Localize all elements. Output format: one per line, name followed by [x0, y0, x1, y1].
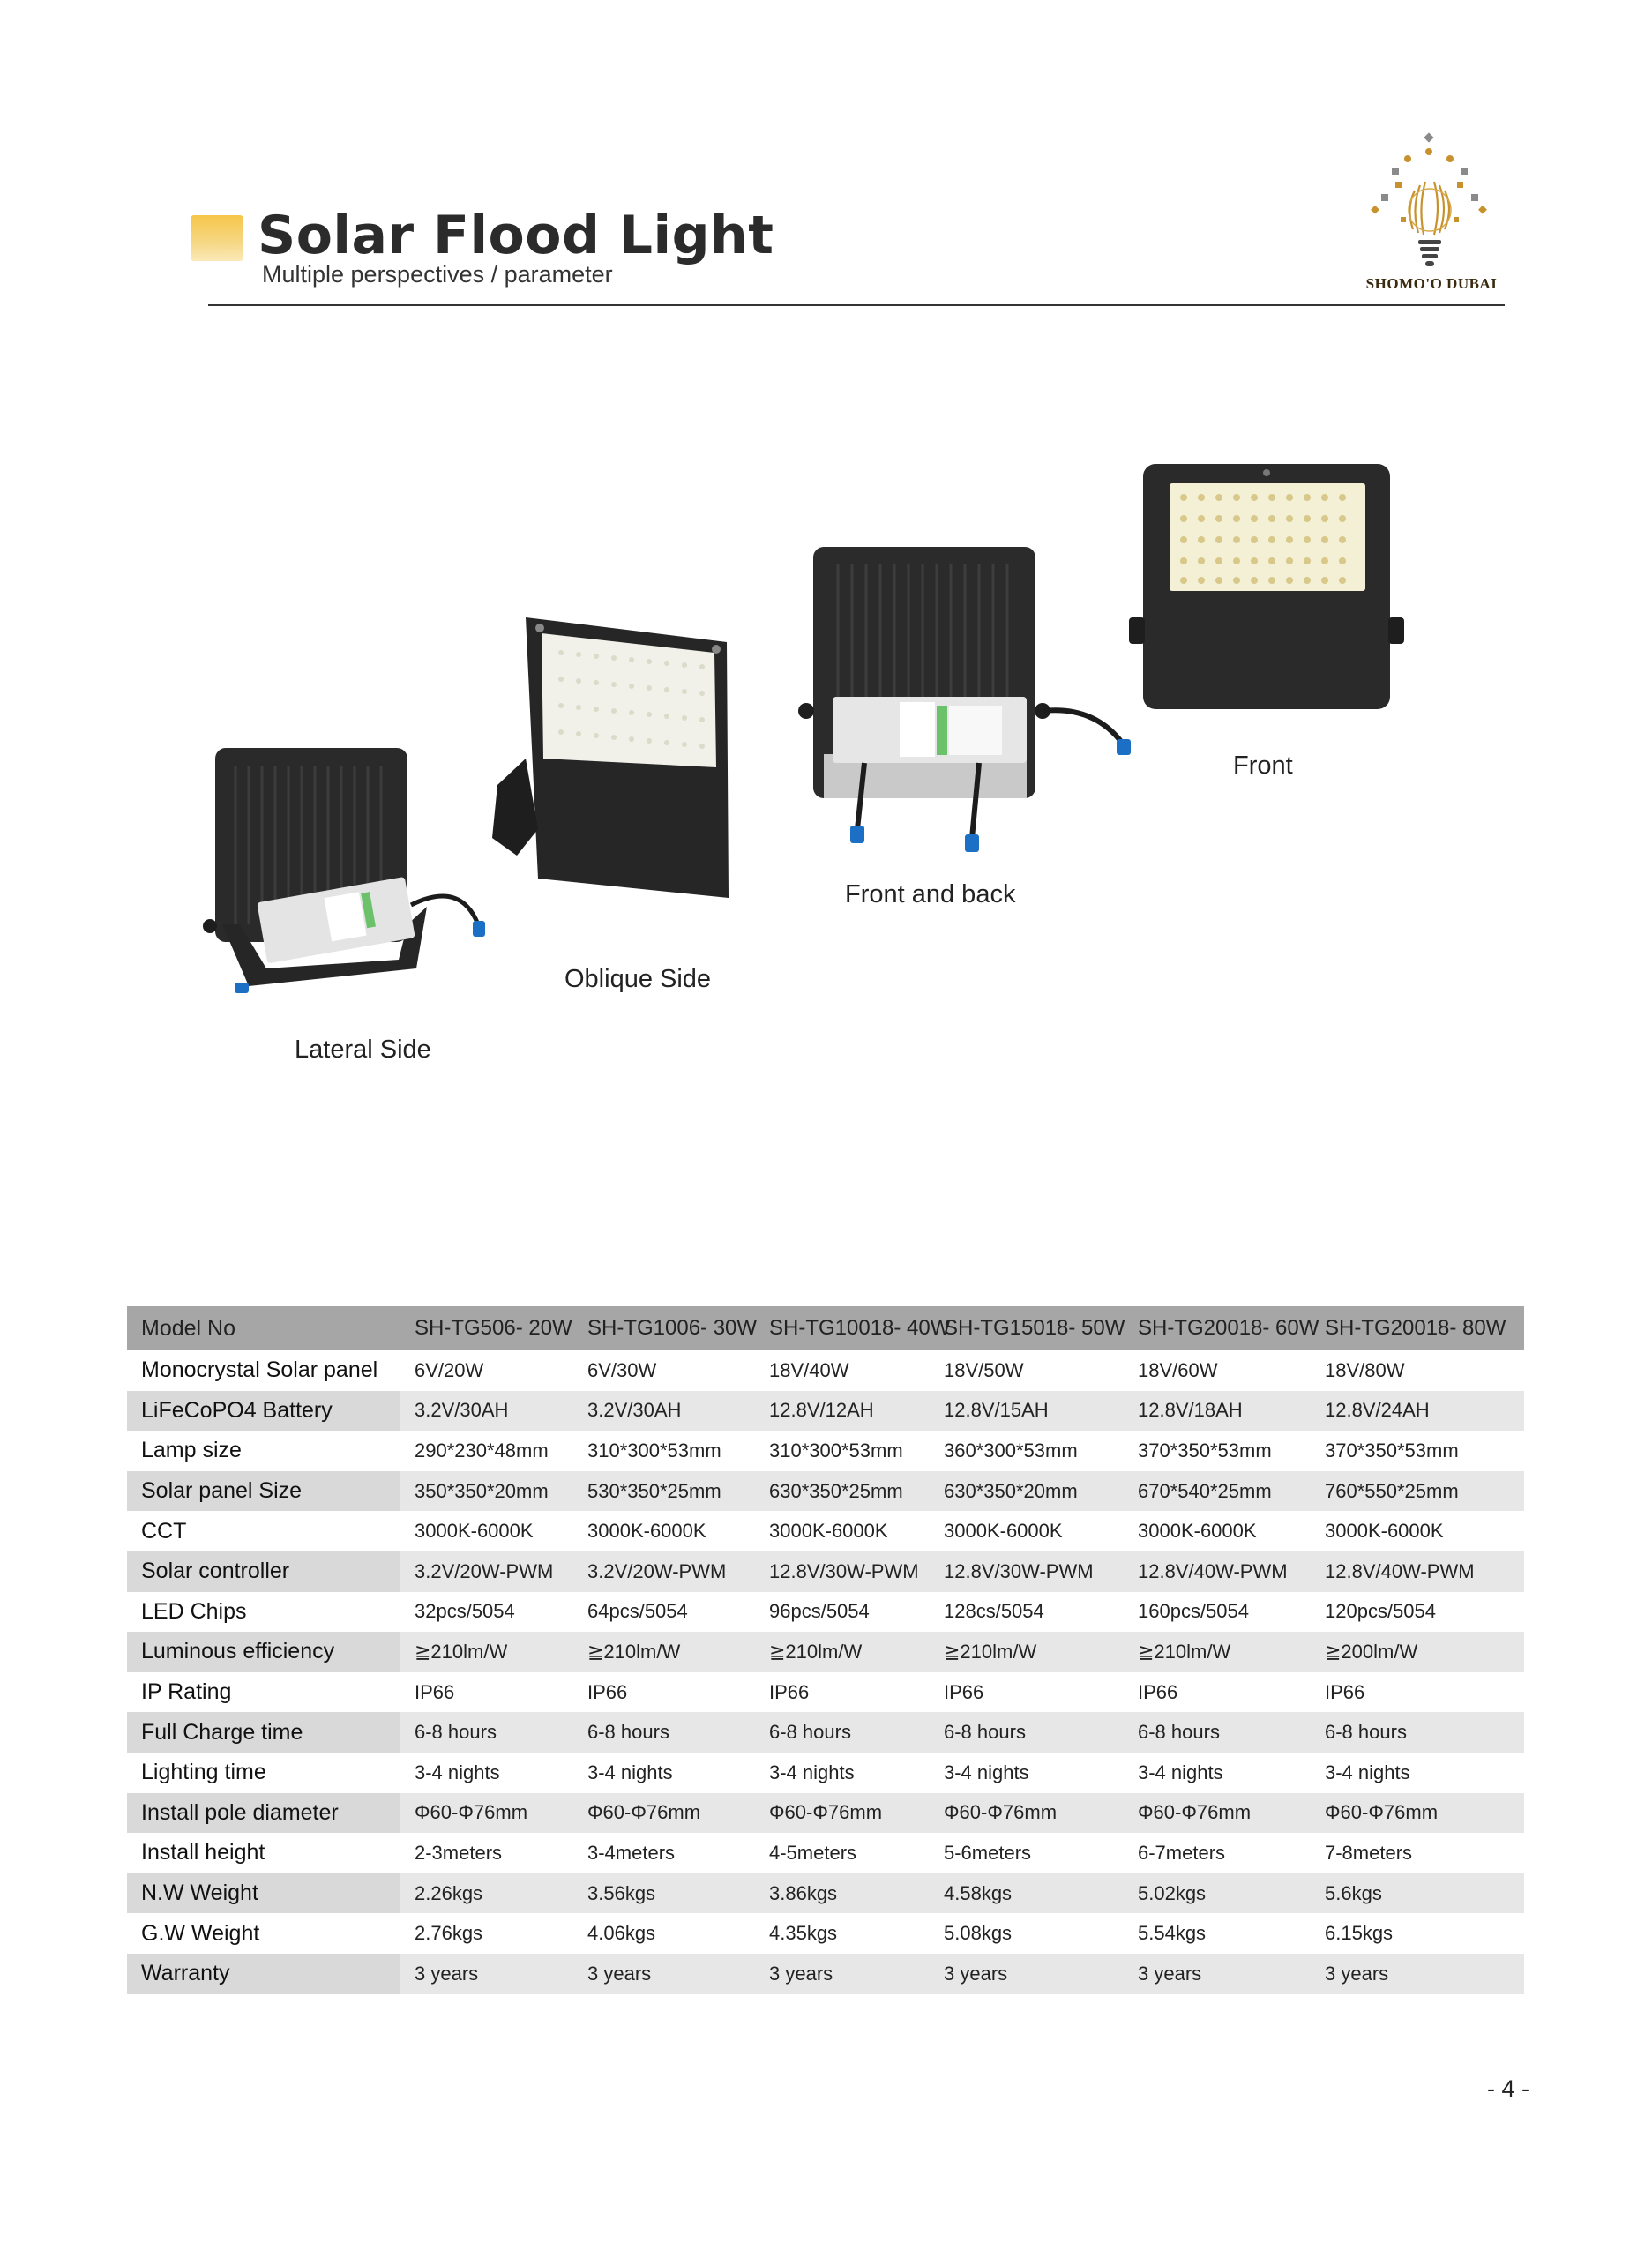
- table-cell: 3.86kgs: [755, 1873, 930, 1914]
- table-cell: 12.8V/24AH: [1311, 1391, 1524, 1432]
- table-cell: 5.6kgs: [1311, 1873, 1524, 1914]
- table-cell: 12.8V/15AH: [930, 1391, 1124, 1432]
- table-cell: 2.76kgs: [400, 1913, 573, 1954]
- table-cell: 3-4 nights: [1124, 1753, 1311, 1793]
- table-cell: 12.8V/40W-PWM: [1124, 1551, 1311, 1592]
- table-cell: Φ60-Φ76mm: [930, 1793, 1124, 1834]
- lateral-side-image: [196, 748, 496, 1004]
- row-label: Lamp size: [127, 1431, 400, 1471]
- table-cell: 12.8V/18AH: [1124, 1391, 1311, 1432]
- row-label: N.W Weight: [127, 1873, 400, 1914]
- table-cell: Φ60-Φ76mm: [755, 1793, 930, 1834]
- row-label: Full Charge time: [127, 1712, 400, 1753]
- model-header: SH-TG1006- 30W: [573, 1306, 755, 1350]
- table-cell: 6-8 hours: [1124, 1712, 1311, 1753]
- table-row: [127, 1431, 1524, 1471]
- model-header: SH-TG15018- 50W: [930, 1306, 1124, 1350]
- table-cell: 6-8 hours: [755, 1712, 930, 1753]
- table-cell: IP66: [573, 1672, 755, 1713]
- table-cell: 5-6meters: [930, 1833, 1124, 1873]
- table-cell: 6-8 hours: [930, 1712, 1124, 1753]
- table-cell: 3 years: [1311, 1954, 1524, 1994]
- table-cell: 4.35kgs: [755, 1913, 930, 1954]
- table-cell: 3.2V/30AH: [573, 1391, 755, 1432]
- front-caption: Front: [1233, 751, 1293, 780]
- company-logo-text: SHOMO'O DUBAI: [1365, 275, 1498, 292]
- row-label: LiFeCoPO4 Battery: [127, 1391, 400, 1432]
- table-cell: 760*550*25mm: [1311, 1471, 1524, 1512]
- row-label: Install pole diameter: [127, 1793, 400, 1834]
- table-cell: 5.08kgs: [930, 1913, 1124, 1954]
- row-label: Monocrystal Solar panel: [127, 1350, 400, 1391]
- table-cell: IP66: [400, 1672, 573, 1713]
- table-row: [127, 1672, 1524, 1713]
- row-label: G.W Weight: [127, 1913, 400, 1954]
- table-cell: ≧210lm/W: [1124, 1632, 1311, 1672]
- table-row: [127, 1753, 1524, 1793]
- table-row: [127, 1833, 1524, 1873]
- table-cell: 3000K-6000K: [1124, 1511, 1311, 1551]
- table-cell: 3 years: [573, 1954, 755, 1994]
- table-cell: 310*300*53mm: [755, 1431, 930, 1471]
- page-subtitle: Multiple perspectives / parameter: [262, 261, 613, 288]
- table-row: [127, 1391, 1524, 1432]
- table-cell: 3000K-6000K: [573, 1511, 755, 1551]
- front-and-back-image: [794, 547, 1147, 864]
- table-cell: 3000K-6000K: [1311, 1511, 1524, 1551]
- table-cell: 128cs/5054: [930, 1592, 1124, 1633]
- row-label: Solar panel Size: [127, 1471, 400, 1512]
- table-cell: 3-4 nights: [930, 1753, 1124, 1793]
- table-cell: Φ60-Φ76mm: [573, 1793, 755, 1834]
- lateral-side-caption: Lateral Side: [295, 1036, 431, 1064]
- table-cell: 360*300*53mm: [930, 1431, 1124, 1471]
- table-cell: 630*350*20mm: [930, 1471, 1124, 1512]
- table-cell: ≧210lm/W: [755, 1632, 930, 1672]
- table-cell: 2-3meters: [400, 1833, 573, 1873]
- table-cell: 6.15kgs: [1311, 1913, 1524, 1954]
- table-cell: 6-7meters: [1124, 1833, 1311, 1873]
- table-cell: 12.8V/30W-PWM: [930, 1551, 1124, 1592]
- table-cell: 4.06kgs: [573, 1913, 755, 1954]
- table-cell: IP66: [1311, 1672, 1524, 1713]
- table-cell: 290*230*48mm: [400, 1431, 573, 1471]
- table-row: [127, 1712, 1524, 1753]
- table-row: [127, 1913, 1524, 1954]
- table-cell: 6-8 hours: [1311, 1712, 1524, 1753]
- table-cell: 4.58kgs: [930, 1873, 1124, 1914]
- table-cell: 3 years: [400, 1954, 573, 1994]
- table-cell: 3000K-6000K: [930, 1511, 1124, 1551]
- table-cell: 120pcs/5054: [1311, 1592, 1524, 1633]
- table-cell: 32pcs/5054: [400, 1592, 573, 1633]
- table-cell: IP66: [755, 1672, 930, 1713]
- table-cell: 3000K-6000K: [755, 1511, 930, 1551]
- table-cell: 18V/60W: [1124, 1350, 1311, 1391]
- table-cell: ≧210lm/W: [573, 1632, 755, 1672]
- table-cell: 12.8V/30W-PWM: [755, 1551, 930, 1592]
- table-cell: 18V/80W: [1311, 1350, 1524, 1391]
- table-cell: 160pcs/5054: [1124, 1592, 1311, 1633]
- row-label: CCT: [127, 1511, 400, 1551]
- table-cell: 3.56kgs: [573, 1873, 755, 1914]
- table-cell: 530*350*25mm: [573, 1471, 755, 1512]
- table-cell: ≧200lm/W: [1311, 1632, 1524, 1672]
- table-cell: 6V/20W: [400, 1350, 573, 1391]
- table-cell: ≧210lm/W: [400, 1632, 573, 1672]
- table-cell: 3-4meters: [573, 1833, 755, 1873]
- table-cell: 96pcs/5054: [755, 1592, 930, 1633]
- table-row: [127, 1793, 1524, 1834]
- model-header: SH-TG20018- 80W: [1311, 1306, 1524, 1350]
- table-cell: 3.2V/20W-PWM: [573, 1551, 755, 1592]
- table-row: [127, 1471, 1524, 1512]
- table-cell: 3000K-6000K: [400, 1511, 573, 1551]
- table-cell: 370*350*53mm: [1311, 1431, 1524, 1471]
- table-row: [127, 1551, 1524, 1592]
- row-label: LED Chips: [127, 1592, 400, 1633]
- table-cell: 3-4 nights: [1311, 1753, 1524, 1793]
- table-cell: 3 years: [1124, 1954, 1311, 1994]
- table-cell: 6V/30W: [573, 1350, 755, 1391]
- model-header: SH-TG20018- 60W: [1124, 1306, 1311, 1350]
- row-label: IP Rating: [127, 1672, 400, 1713]
- table-cell: 310*300*53mm: [573, 1431, 755, 1471]
- table-cell: IP66: [1124, 1672, 1311, 1713]
- spec-table-header-row: [127, 1306, 1524, 1350]
- table-cell: 630*350*25mm: [755, 1471, 930, 1512]
- table-cell: 18V/40W: [755, 1350, 930, 1391]
- row-label: Lighting time: [127, 1753, 400, 1793]
- row-label: Warranty: [127, 1954, 400, 1994]
- table-cell: 3 years: [755, 1954, 930, 1994]
- table-cell: 6-8 hours: [400, 1712, 573, 1753]
- table-cell: 3.2V/20W-PWM: [400, 1551, 573, 1592]
- row-label: Install height: [127, 1833, 400, 1873]
- table-cell: 3-4 nights: [755, 1753, 930, 1793]
- table-cell: 6-8 hours: [573, 1712, 755, 1753]
- table-row: [127, 1873, 1524, 1914]
- table-cell: 350*350*20mm: [400, 1471, 573, 1512]
- table-cell: 12.8V/40W-PWM: [1311, 1551, 1524, 1592]
- table-row: [127, 1592, 1524, 1633]
- table-cell: 2.26kgs: [400, 1873, 573, 1914]
- table-cell: 7-8meters: [1311, 1833, 1524, 1873]
- table-cell: ≧210lm/W: [930, 1632, 1124, 1672]
- table-cell: Φ60-Φ76mm: [400, 1793, 573, 1834]
- page-number: - 4 -: [1487, 2075, 1530, 2102]
- model-no-header: Model No: [127, 1306, 400, 1350]
- front-and-back-caption: Front and back: [845, 880, 1016, 908]
- table-cell: Φ60-Φ76mm: [1311, 1793, 1524, 1834]
- table-cell: 4-5meters: [755, 1833, 930, 1873]
- row-label: Solar controller: [127, 1551, 400, 1592]
- front-image: [1120, 460, 1411, 716]
- table-cell: 670*540*25mm: [1124, 1471, 1311, 1512]
- table-row: [127, 1350, 1524, 1391]
- table-cell: IP66: [930, 1672, 1124, 1713]
- oblique-side-image: [490, 617, 737, 900]
- model-header: SH-TG506- 20W: [400, 1306, 573, 1350]
- header-divider: [208, 304, 1505, 306]
- table-cell: 3-4 nights: [400, 1753, 573, 1793]
- table-cell: 5.54kgs: [1124, 1913, 1311, 1954]
- oblique-side-caption: Oblique Side: [564, 965, 712, 993]
- table-cell: 3.2V/30AH: [400, 1391, 573, 1432]
- model-header: SH-TG10018- 40W: [755, 1306, 930, 1350]
- table-row: [127, 1954, 1524, 1994]
- row-label: Luminous efficiency: [127, 1632, 400, 1672]
- table-cell: 18V/50W: [930, 1350, 1124, 1391]
- table-cell: 12.8V/12AH: [755, 1391, 930, 1432]
- table-cell: Φ60-Φ76mm: [1124, 1793, 1311, 1834]
- spec-table: [127, 1306, 1524, 1994]
- table-row: [127, 1511, 1524, 1551]
- page-title: Solar Flood Light: [258, 205, 774, 266]
- table-cell: 5.02kgs: [1124, 1873, 1311, 1914]
- table-row: [127, 1632, 1524, 1672]
- table-cell: 3-4 nights: [573, 1753, 755, 1793]
- table-cell: 3 years: [930, 1954, 1124, 1994]
- title-accent-block: [191, 215, 243, 261]
- table-cell: 64pcs/5054: [573, 1592, 755, 1633]
- table-cell: 370*350*53mm: [1124, 1431, 1311, 1471]
